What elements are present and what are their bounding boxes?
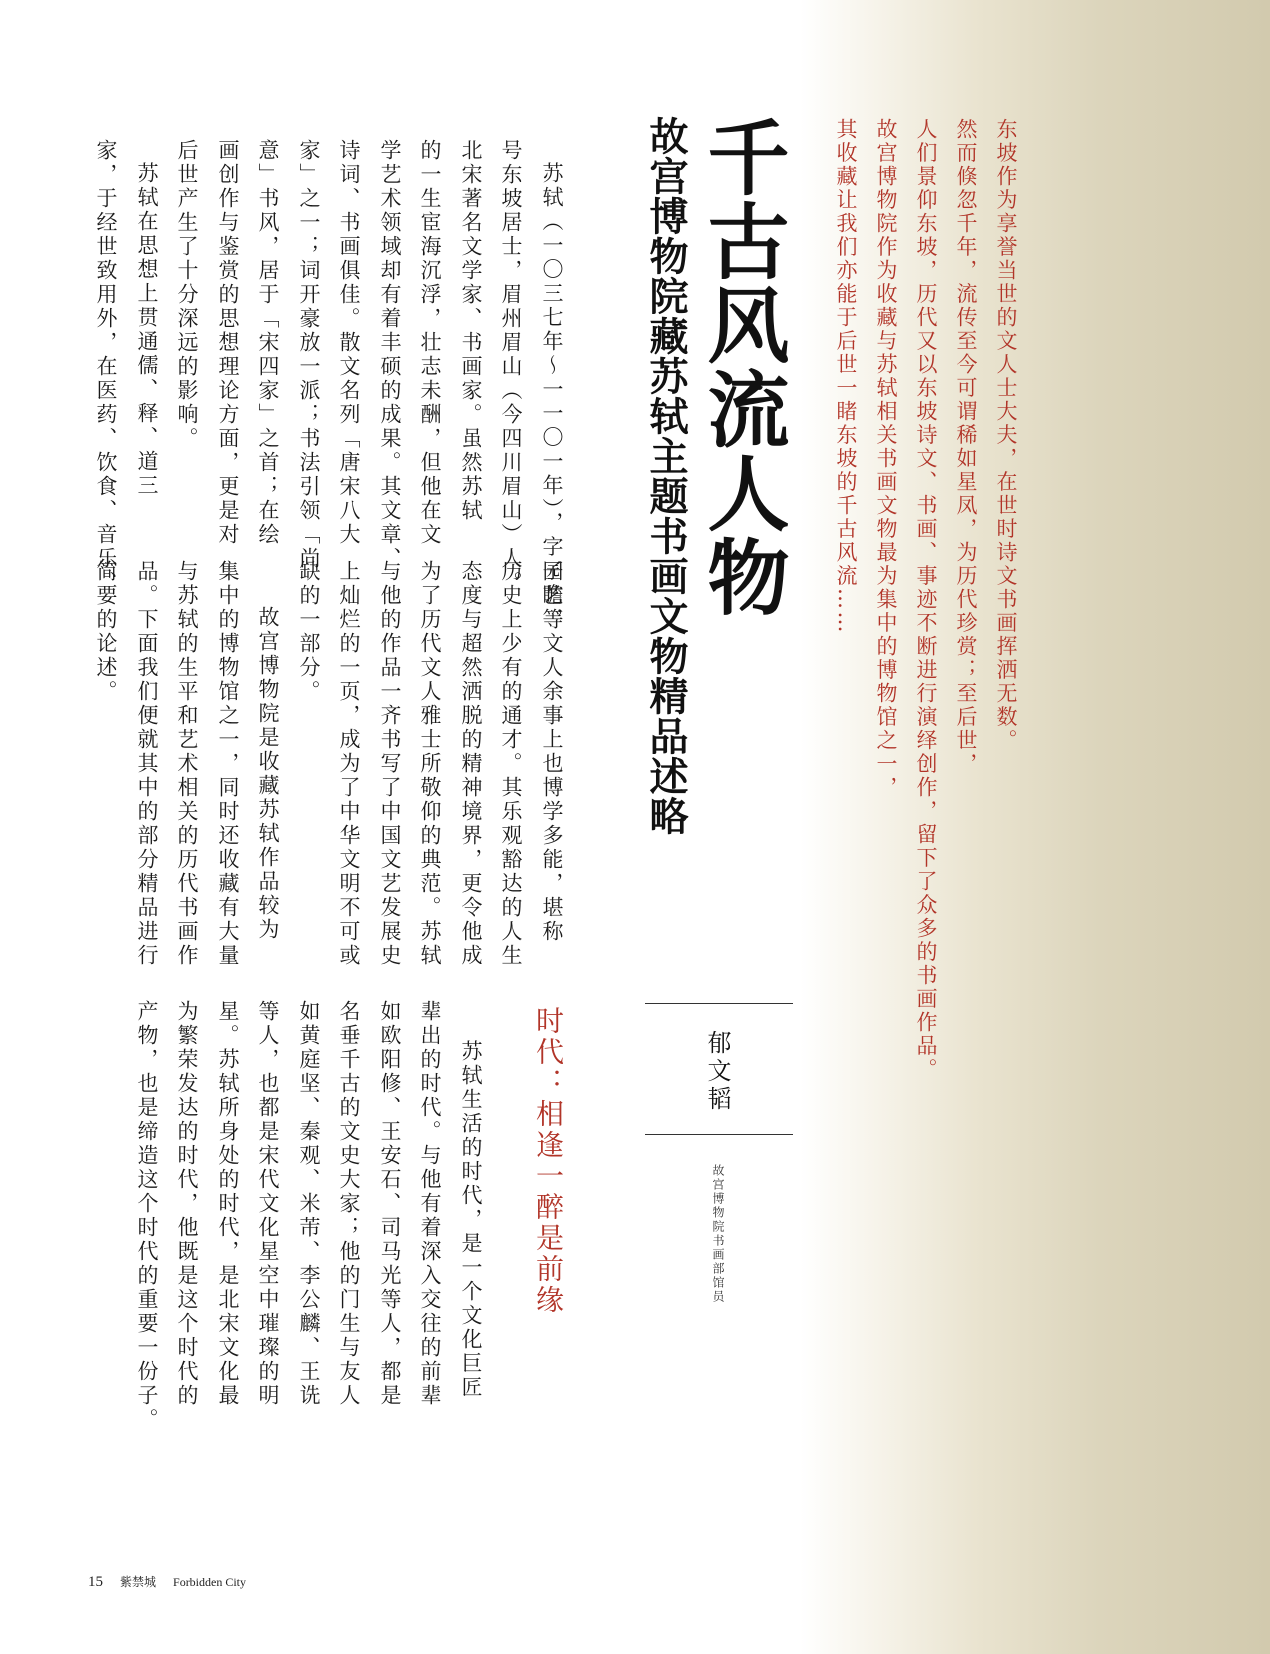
- body-mid-line-2: 历史上少有的通才。其乐观豁达的人生: [499, 560, 523, 968]
- body-bottom-line-4: 名垂千古的文史大家；他的门生与友人: [337, 1000, 361, 1408]
- body-mid-line-3: 态度与超然洒脱的精神境界，更令他成: [459, 560, 483, 968]
- body-top-line-5: 学艺术领域却有着丰硕的成果。其文章、: [378, 139, 402, 571]
- author-rule-bottom: [645, 1134, 793, 1135]
- body-top-line-4: 的一生宦海沉浮，壮志未酬，但他在文: [418, 139, 442, 547]
- body-bottom-line-8: 为繁荣发达的时代，他既是这个时代的: [175, 1000, 199, 1408]
- page-subtitle: 故宫博物院藏苏轼主题书画文物精品述略: [643, 116, 688, 836]
- body-mid-line-9: 集中的博物馆之一，同时还收藏有大量: [216, 560, 240, 968]
- page-title: 千古风流人物: [694, 115, 789, 619]
- body-top-line-2: 号东坡居士，眉州眉山（今四川眉山）人。: [499, 139, 523, 595]
- body-bottom-line-2: 辈出的时代。与他有着深入交往的前辈: [418, 1000, 442, 1408]
- body-mid-line-4: 为了历代文人雅士所敬仰的典范。苏轼: [418, 560, 442, 968]
- author-rule-top: [645, 1003, 793, 1004]
- body-mid-line-12: 简要的论述。: [94, 560, 118, 704]
- body-mid-line-8: 故宫博物院是收藏苏轼作品较为: [256, 606, 280, 942]
- intro-line-5: 其收藏让我们亦能于后世一睹东坡的千古风流……: [834, 118, 858, 635]
- author-name: 郁文韬: [703, 1030, 731, 1114]
- body-top-line-11: 苏轼在思想上贯通儒、释、道三: [135, 162, 159, 498]
- body-top-line-12: 家，于经世致用外，在医药、饮食、音乐、: [94, 139, 118, 595]
- body-bottom-line-7: 星。苏轼所身处的时代，是北宋文化最: [216, 1000, 240, 1408]
- magazine-name-cn: 紫禁城: [120, 1575, 157, 1589]
- body-bottom-line-5: 如黄庭坚、秦观、米芾、李公麟、王诜: [297, 1000, 321, 1408]
- body-bottom-line-3: 如欧阳修、王安石、司马光等人，都是: [378, 1000, 402, 1408]
- page-footer: [88, 1573, 260, 1591]
- intro-line-2: 然而倏忽千年，流传至今可谓稀如星凤，为历代珍赏；至后世，: [954, 118, 978, 776]
- magazine-name-en: Forbidden City: [173, 1575, 247, 1589]
- body-bottom-line-1: 苏轼生活的时代，是一个文化巨匠: [459, 1040, 483, 1400]
- body-bottom-line-9: 产物，也是缔造这个时代的重要一份子。: [135, 1000, 159, 1432]
- author-role: 故宫博物院书画部馆员: [711, 1164, 725, 1304]
- body-mid-line-10: 与苏轼的生平和艺术相关的历代书画作: [175, 560, 199, 968]
- body-mid-line-1: 园艺等文人余事上也博学多能，堪称: [540, 560, 564, 944]
- body-mid-line-11: 品。下面我们便就其中的部分精品进行: [135, 560, 159, 968]
- body-top-line-9: 画创作与鉴赏的思想理论方面，更是对: [216, 139, 240, 547]
- intro-line-3: 人们景仰东坡，历代又以东坡诗文、书画、事迹不断进行演绎创作，留下了众多的书画作品。: [914, 118, 938, 1082]
- section-heading: 时代：相逢一醉是前缘: [532, 1006, 565, 1316]
- body-top-line-10: 后世产生了十分深远的影响。: [175, 139, 199, 451]
- body-mid-line-7: 缺的一部分。: [297, 560, 321, 704]
- body-top-line-6: 诗词、书画俱佳。散文名列「唐宋八大: [337, 139, 361, 547]
- intro-line-1: 东坡作为享誉当世的文人士大夫，在世时诗文书画挥洒无数。: [994, 118, 1018, 753]
- body-top-line-8: 意」书风，居于「宋四家」之首；在绘: [256, 139, 280, 547]
- body-top-line-7: 家」之一；词开豪放一派；书法引领「尚: [297, 139, 321, 571]
- intro-line-4: 故宫博物院作为收藏与苏轼相关书画文物最为集中的博物馆之一，: [874, 118, 898, 800]
- body-top-line-3: 北宋著名文学家、书画家。虽然苏轼: [459, 139, 483, 523]
- body-bottom-line-6: 等人，也都是宋代文化星空中璀璨的明: [256, 1000, 280, 1408]
- body-top-line-1: 苏轼（一〇三七年～一一〇一年），字子瞻，: [540, 162, 564, 632]
- page-number: 15: [88, 1574, 103, 1590]
- body-mid-line-6: 上灿烂的一页，成为了中华文明不可或: [337, 560, 361, 968]
- body-mid-line-5: 与他的作品一齐书写了中国文艺发展史: [378, 560, 402, 968]
